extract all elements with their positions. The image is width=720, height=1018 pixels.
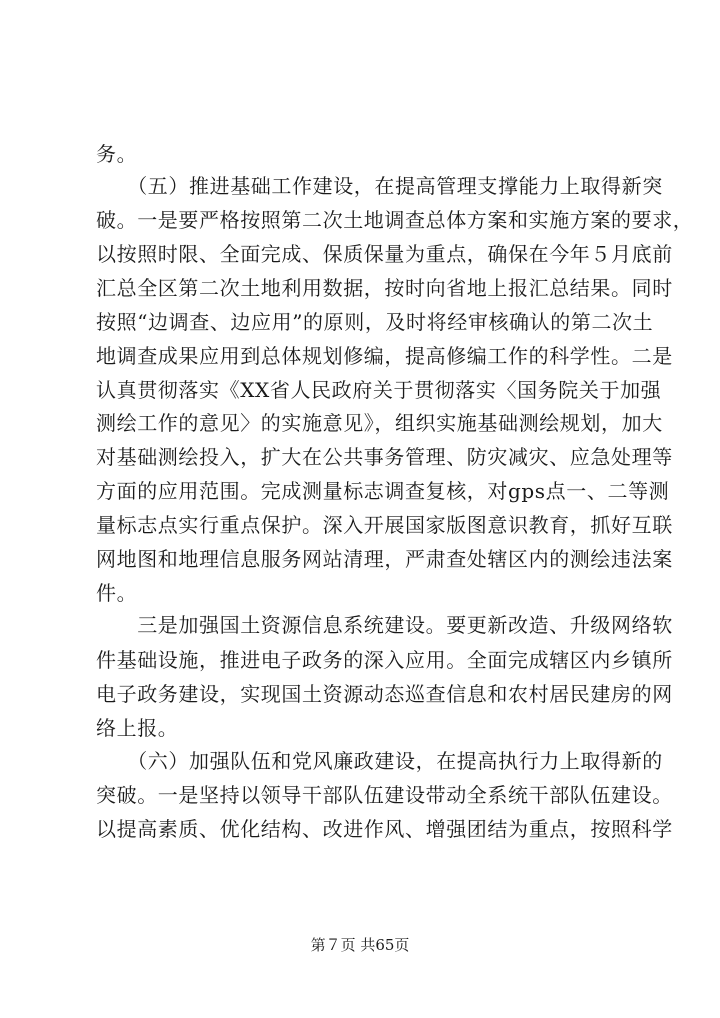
text-line: 以按照时限、全面完成、保质保量为重点，确保在今年５月底前 [96, 242, 673, 266]
text-line: 电子政务建设，实现国土资源动态巡查信息和农村居民建房的网 [96, 682, 673, 706]
text-line: 络上报。 [96, 716, 179, 740]
text-line: 量标志点实行重点保护。深入开展国家版图意识教育，抓好互联 [96, 513, 673, 537]
text-line: （五）推进基础工作建设，在提高管理支撑能力上取得新突 [96, 174, 663, 198]
text-line: 方面的应用范围。完成测量标志调查复核，对gps点一、二等测 [96, 479, 670, 503]
text-line: （六）加强队伍和党风廉政建设，在提高执行力上取得新的 [96, 749, 663, 773]
text-line: 突破。一是坚持以领导干部队伍建设带动全系统干部队伍建设。 [96, 783, 673, 807]
text-line: 认真贯彻落实《XX省人民政府关于贯彻落实〈国务院关于加强 [96, 378, 662, 402]
text-line: 地调查成果应用到总体规划修编，提高修编工作的科学性。二是 [96, 344, 673, 368]
text-line: 务。 [96, 142, 138, 166]
text-line: 破。一是要严格按照第二次土地调查总体方案和实施方案的要求， [96, 208, 694, 232]
text-line: 对基础测绘投入，扩大在公共事务管理、防灾减灾、应急处理等 [96, 445, 673, 469]
text-line: 件。 [96, 581, 138, 605]
text-line: 三是加强国土资源信息系统建设。要更新改造、升级网络软 [96, 613, 673, 637]
text-line: 件基础设施，推进电子政务的深入应用。全面完成辖区内乡镇所 [96, 648, 673, 672]
text-line: 网地图和地理信息服务网站清理，严肃查处辖区内的测绘违法案 [96, 547, 673, 571]
text-line: 测绘工作的意见〉的实施意见》，组织实施基础测绘规划，加大 [96, 411, 663, 435]
text-line: 按照“边调查、边应用”的原则，及时将经审核确认的第二次土 [96, 310, 654, 334]
page-footer: 第７页 共65页 [310, 936, 410, 954]
text-line: 汇总全区第二次土地利用数据，按时向省地上报汇总结果。同时 [96, 276, 673, 300]
text-line: 以提高素质、优化结构、改进作风、增强团结为重点，按照科学 [96, 817, 673, 841]
